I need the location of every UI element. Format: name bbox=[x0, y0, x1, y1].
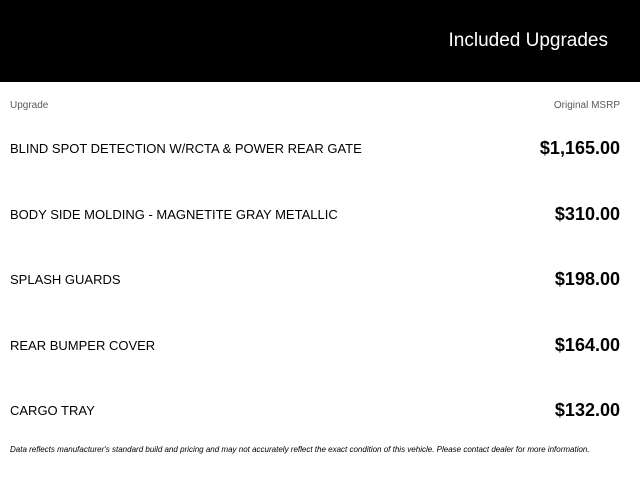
upgrade-name: REAR BUMPER COVER bbox=[10, 337, 156, 353]
upgrade-price: $1,165.00 bbox=[539, 138, 620, 158]
table-row bbox=[10, 196, 620, 262]
upgrade-price: $310.00 bbox=[554, 203, 620, 224]
upgrades-list bbox=[10, 130, 620, 458]
upgrade-name: BLIND SPOT DETECTION W/RCTA & POWER REAR GATE bbox=[10, 141, 362, 156]
upgrade-price: $164.00 bbox=[554, 334, 620, 355]
disclaimer-text: Data reflects manufacturer's standard build and pricing and may not accurately reflect the exact condition of this vehicle. Please contact dealer for more information. bbox=[10, 445, 590, 454]
column-header-upgrade: Upgrade bbox=[10, 100, 49, 111]
page-title: Included Upgrades bbox=[448, 30, 608, 51]
upgrade-name: SPLASH GUARDS bbox=[10, 272, 121, 288]
upgrade-price: $132.00 bbox=[554, 400, 620, 421]
upgrade-name: CARGO TRAY bbox=[10, 403, 95, 419]
upgrade-price: $198.00 bbox=[554, 269, 620, 290]
header-banner bbox=[0, 0, 640, 82]
table-row bbox=[10, 327, 620, 393]
upgrade-name: BODY SIDE MOLDING - MAGNETITE GRAY METALLIC bbox=[10, 206, 338, 222]
table-column-headers bbox=[10, 100, 620, 114]
column-header-msrp: Original MSRP bbox=[553, 100, 620, 111]
table-row bbox=[10, 261, 620, 327]
table-row bbox=[10, 130, 620, 196]
